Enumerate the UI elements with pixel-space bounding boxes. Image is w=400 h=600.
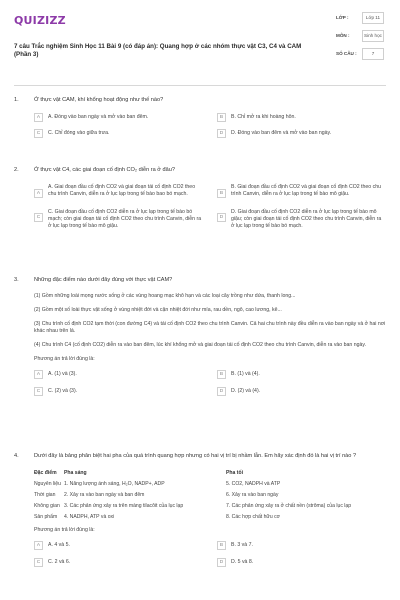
answer-options bbox=[34, 541, 386, 567]
statement-1: (1) Gồm những loài mọng nước sống ở các vùng hoang mạc khô hạn và các loại cây trồng như dứa, thanh long... bbox=[34, 292, 296, 299]
option-text: D. Đóng vào ban đêm và mở vào ban ngày. bbox=[231, 130, 332, 137]
option-letter-box: A bbox=[34, 541, 43, 550]
table-cell: Thời gian bbox=[34, 491, 56, 498]
meta-key: SỐ CÂU : bbox=[336, 50, 357, 56]
option-d[interactable] bbox=[217, 558, 386, 567]
option-letter-box: C bbox=[34, 129, 43, 138]
table-cell: 5. CO2, NADPH và ATP bbox=[226, 480, 281, 487]
option-d[interactable] bbox=[217, 387, 386, 396]
option-letter-box: C bbox=[34, 213, 43, 222]
option-b[interactable] bbox=[217, 370, 386, 379]
question-text: Những đặc điểm nào dưới đây đúng với thực vật CAM? bbox=[34, 277, 173, 283]
option-c[interactable] bbox=[34, 129, 203, 138]
option-text: A. (1) và (3). bbox=[48, 371, 77, 378]
option-a[interactable] bbox=[34, 370, 203, 379]
option-letter-box: A bbox=[34, 370, 43, 379]
answer-options bbox=[34, 370, 386, 396]
option-text: C. 2 và 6. bbox=[48, 559, 71, 566]
table-cell: Nguyên liệu bbox=[34, 480, 61, 487]
table-cell: 7. Các phản ứng xảy ra ở chất nền (strôma) của lục lạp bbox=[226, 502, 352, 509]
statement-4: (4) Chu trình C4 (cố định CO2) diễn ra vào ban đêm, lúc khí khổng mở và giai đoạn tái cố định CO2 theo chu trình Canvin, diễn ra vào ban ngày. bbox=[34, 341, 367, 348]
question-number: 3. bbox=[14, 277, 19, 283]
question-4 bbox=[14, 453, 386, 567]
table-cell: 6. Xảy ra vào ban ngày bbox=[226, 491, 279, 498]
option-text: D. (2) và (4). bbox=[231, 388, 261, 395]
meta-row-subject bbox=[336, 30, 396, 42]
table-row bbox=[34, 479, 386, 490]
answer-options bbox=[34, 183, 386, 230]
option-text: C. (2) và (3). bbox=[48, 388, 78, 395]
option-letter-box: A bbox=[34, 113, 43, 122]
question-text: Ở thực vật C4, các giai đoạn cố định CO₂ diễn ra ở đâu? bbox=[34, 167, 175, 173]
option-letter-box: D bbox=[217, 558, 226, 567]
option-text: B. (1) và (4). bbox=[231, 371, 260, 378]
column-header: Pha tối bbox=[226, 469, 243, 476]
table-row bbox=[34, 512, 386, 523]
option-text: C. Giai đoạn đầu cố định CO2 diễn ra ở lục lạp trong tế bào bó mạch; còn giai đoạn tái cố định CO2 theo chu trình Canvin, diễn ra ở lục lạp trong tế bào mô giậu. bbox=[48, 208, 202, 229]
table-cell: 8. Các hợp chất hữu cơ bbox=[226, 513, 280, 520]
option-letter-box: B bbox=[217, 113, 226, 122]
option-letter-box: D bbox=[217, 129, 226, 138]
option-c[interactable] bbox=[34, 558, 203, 567]
question-2 bbox=[14, 167, 386, 230]
question-number: 4. bbox=[14, 453, 19, 459]
header-divider bbox=[14, 85, 386, 86]
table-cell: 4. NADPH, ATP và oxi bbox=[64, 513, 115, 520]
table-cell: 3. Các phản ứng xảy ra trên màng tilacôit của lục lạp bbox=[64, 502, 184, 509]
option-text: B. Giai đoạn đầu cố định CO2 và giai đoạn cố định CO2 theo chu trình Canvin, diễn ra ở lục lạp trong tế bào mô giậu. bbox=[231, 184, 381, 198]
option-text: A. Đóng vào ban ngày và mở vào ban đêm. bbox=[48, 114, 149, 121]
table-cell: 2. Xảy ra vào ban ngày và ban đêm bbox=[64, 491, 145, 498]
answer-prompt: Phương án trả lời đúng là: bbox=[34, 355, 95, 362]
question-1 bbox=[14, 97, 386, 138]
question-text: Ở thực vật CAM, khí khổng hoạt động như thế nào? bbox=[34, 97, 164, 103]
meta-key: MÔN : bbox=[336, 32, 350, 38]
option-text: B. Chỉ mở ra khi hoàng hôn. bbox=[231, 114, 296, 121]
option-text: B. 3 và 7. bbox=[231, 542, 253, 549]
option-letter-box: D bbox=[217, 387, 226, 396]
question-number: 1. bbox=[14, 97, 19, 103]
option-letter-box: B bbox=[217, 189, 226, 198]
question-text: Dưới đây là bảng phân biệt hai pha của quá trình quang hợp nhưng có hai vị trí bị nhầm lẫn. Em hãy xác định đó là hai vị trí nào ? bbox=[34, 453, 357, 459]
statement-2: (2) Gồm một số loài thực vật sống ở vùng nhiệt đới và cận nhiệt đới như mía, rau dền, ngô, cao lương, kê... bbox=[34, 306, 282, 313]
quizizz-logo[interactable]: QUIZIZZ bbox=[14, 14, 66, 27]
answer-prompt: Phương án trả lời đúng là: bbox=[34, 526, 95, 533]
option-letter-box: A bbox=[34, 189, 43, 198]
statement-3: (3) Chu trình cố định CO2 tạm thời (con đường C4) và tái cố định CO2 theo chu trình Canvin. Cả hai chu trình này đều diễn ra vào ban ngày và ở hai nơi khác nhau trên lá. bbox=[34, 320, 386, 334]
answer-options bbox=[34, 113, 386, 138]
column-header: Đặc điểm bbox=[34, 469, 57, 476]
meta-row-count bbox=[336, 48, 396, 60]
meta-value: Sinh học bbox=[362, 30, 384, 42]
option-b[interactable] bbox=[217, 183, 386, 199]
meta-row-class bbox=[336, 12, 396, 24]
table-cell: Không gian bbox=[34, 502, 60, 509]
meta-value: 7 bbox=[362, 48, 384, 60]
table-cell: 1. Năng lượng ánh sáng, H₂O, NADP+, ADP bbox=[64, 480, 165, 487]
option-a[interactable] bbox=[34, 183, 203, 199]
option-a[interactable] bbox=[34, 541, 203, 550]
question-number: 2. bbox=[14, 167, 19, 173]
table-row bbox=[34, 501, 386, 512]
option-d[interactable] bbox=[217, 129, 386, 138]
phase-comparison-table bbox=[34, 469, 386, 523]
option-letter-box: B bbox=[217, 541, 226, 550]
option-text: A. Giai đoạn đầu cố định CO2 và giai đoạn tái cố định CO2 theo chu trình Canvin, diễn ra ở lục lạp trong tế bào bao bó mạch. bbox=[48, 184, 196, 198]
question-3 bbox=[14, 277, 386, 396]
table-cell: Sản phẩm bbox=[34, 513, 58, 520]
meta-key: LỚP : bbox=[336, 15, 349, 20]
option-c[interactable] bbox=[34, 207, 203, 230]
option-letter-box: D bbox=[217, 213, 226, 222]
table-row bbox=[34, 490, 386, 501]
option-d[interactable] bbox=[217, 207, 386, 230]
meta-value: Lớp 11 bbox=[362, 12, 384, 24]
page-bottom-fade bbox=[0, 594, 400, 600]
option-b[interactable] bbox=[217, 113, 386, 122]
column-header: Pha sáng bbox=[64, 469, 87, 476]
option-text: D. Giai đoạn đầu cố định CO2 diễn ra ở lục lạp trong tế bào mô giậu; còn giai đoạn tái cố định CO2 theo chu trình Canvin, diễn ra ở lục lạp trong tế bào bó mạch. bbox=[231, 208, 382, 229]
option-letter-box: B bbox=[217, 370, 226, 379]
option-text: A. 4 và 5. bbox=[48, 542, 70, 549]
option-letter-box: C bbox=[34, 387, 43, 396]
option-c[interactable] bbox=[34, 387, 203, 396]
table-header-row bbox=[34, 469, 386, 480]
option-b[interactable] bbox=[217, 541, 386, 550]
worksheet-meta bbox=[336, 12, 396, 66]
option-a[interactable] bbox=[34, 113, 203, 122]
worksheet-title: 7 câu Trắc nghiệm Sinh Học 11 Bài 9 (có đáp án): Quang hợp ở các nhóm thực vật C3, C4 và CAM (Phần 3) bbox=[14, 43, 302, 59]
option-text: D. 5 và 8. bbox=[231, 559, 254, 566]
option-text: C. Chỉ đóng vào giữa trưa. bbox=[48, 130, 110, 137]
option-letter-box: C bbox=[34, 558, 43, 567]
worksheet-header bbox=[14, 12, 386, 80]
